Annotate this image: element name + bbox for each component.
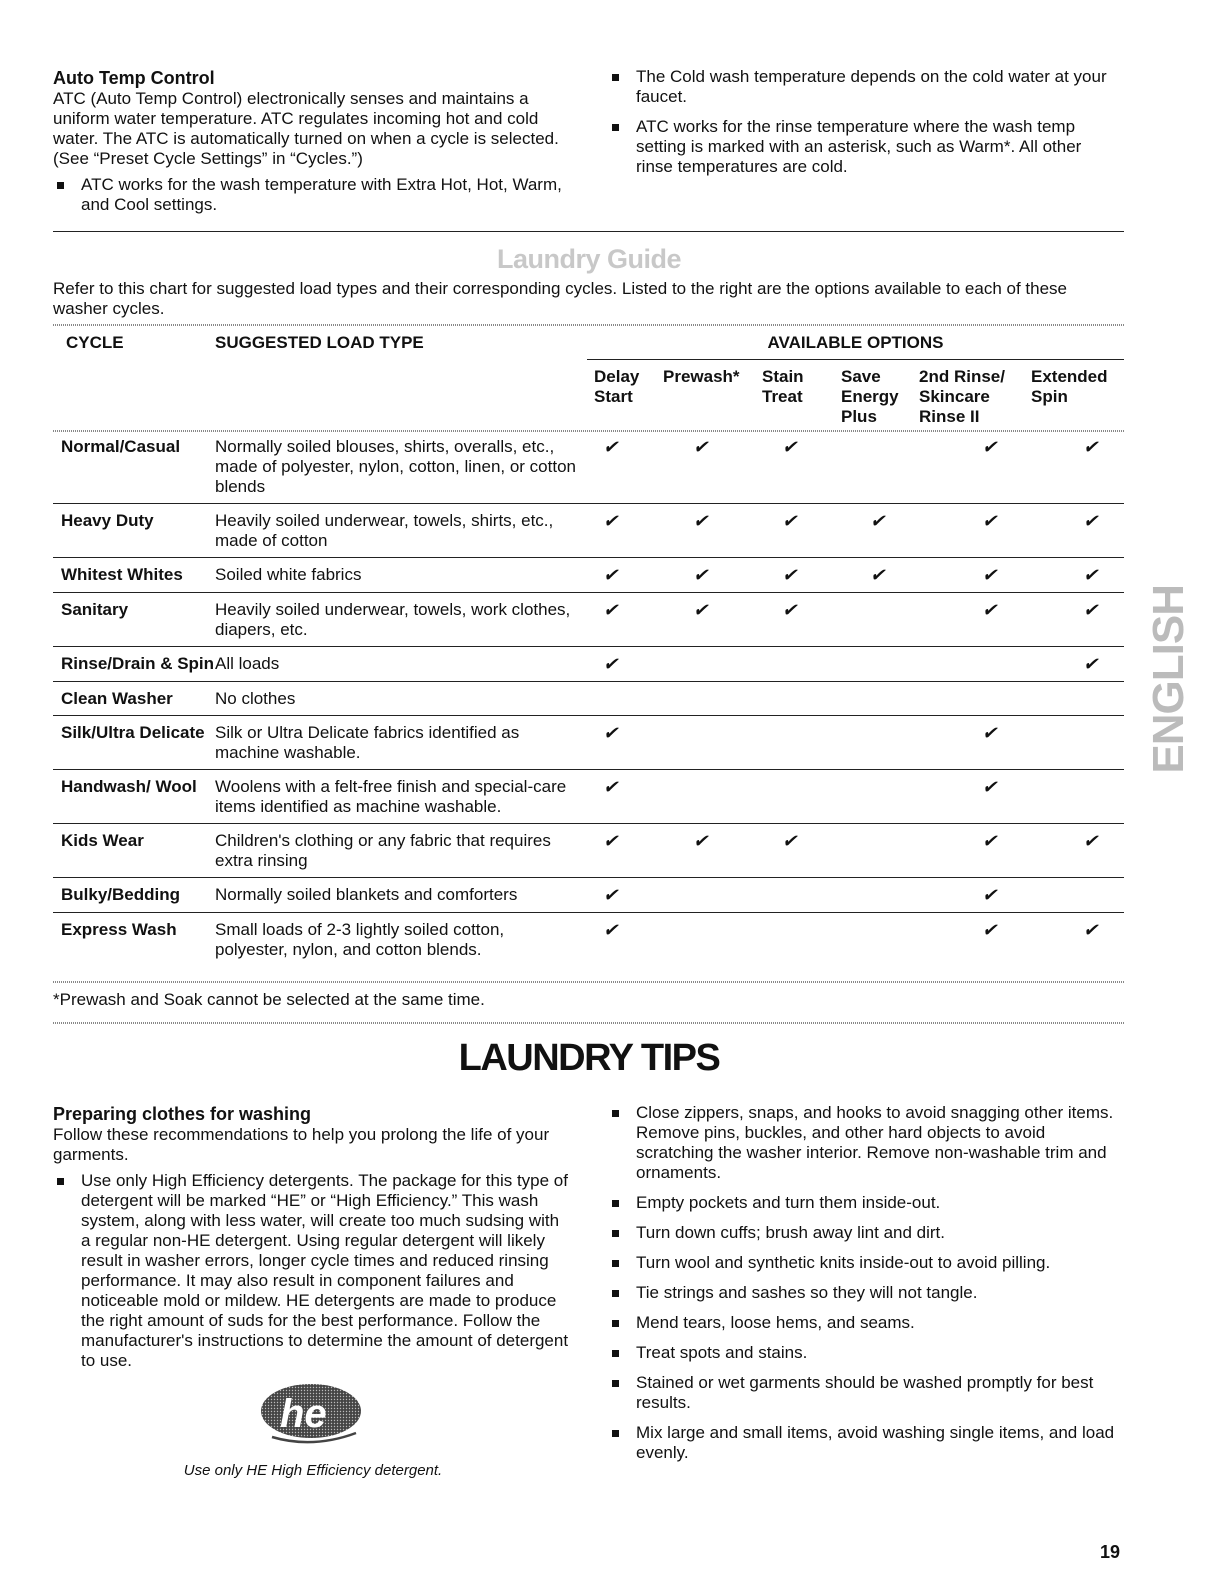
load-type: Soiled white fabrics [215,558,587,593]
checkmark-icon: ✔ [1083,920,1099,940]
atc-section [53,67,573,215]
table-row [53,716,1124,770]
option-check-cell [945,878,1048,913]
checkmark-icon: ✔ [1083,437,1099,457]
option-check-cell [764,647,851,682]
header-bottom-dotted [53,430,1124,432]
table-row [53,824,1124,878]
col-header-options: AVAILABLE OPTIONS [767,333,944,352]
svg-text:he: he [280,1392,327,1436]
option-check-cell [764,437,851,504]
option-check-cell [764,913,851,967]
tips-subtitle: Preparing clothes for washing [53,1104,312,1124]
option-save-energy-plus: Save Energy Plus [841,367,899,426]
option-check-cell [674,682,764,716]
option-check-cell [1048,770,1124,824]
option-check-cell [851,437,945,504]
table-row [53,504,1124,558]
load-type: Small loads of 2-3 lightly soiled cotton, polyester, nylon, and cotton blends. [215,920,505,959]
language-tab-label: ENGLISH [1144,584,1193,774]
option-check-cell [1048,913,1124,967]
option-check-cell [587,593,674,647]
laundry-guide-table [53,437,1124,966]
table-row [53,437,1124,504]
option-check-cell [764,770,851,824]
load-type: Silk or Ultra Delicate fabrics identified as machine washable. [215,716,587,770]
language-side-tab [1144,568,1193,790]
option-check-cell [1048,593,1124,647]
atc-right-column [608,67,1118,177]
guide-top-dotted [53,324,1124,326]
load-type: Normally soiled blankets and comforters [215,878,587,913]
checkmark-icon: ✔ [1083,654,1099,674]
option-extended-spin: Extended Spin [1031,367,1108,406]
option-check-cell [674,593,764,647]
guide-intro: Refer to this chart for suggested load types and their corresponding cycles. Listed to the right are the options available to each of these washer cycles. [53,279,1067,318]
option-check-cell [764,824,851,878]
tips-intro: Follow these recommendations to help you prolong the life of your garments. [53,1125,550,1164]
load-type: Children's clothing or any fabric that requires extra rinsing [215,824,587,878]
option-prewash: Prewash* [663,367,740,386]
option-check-cell [674,437,764,504]
table-bottom-dotted [53,981,1124,983]
table-row [53,770,1124,824]
section-divider [53,231,1124,232]
checkmark-icon: ✔ [982,723,998,743]
table-row [53,593,1124,647]
option-check-cell [851,558,945,593]
tips-left-bullet: Use only High Efficiency detergents. The package for this type of detergent will be marked “HE” or “High Efficiency.” This wash system, along with less water, will create too much sudsing with a regular non-HE detergent. Using regular detergent will likely result in washer errors, longer cycle times and reduced rinsing performance. It may also result in component failures and noticeable mold or mildew. HE detergents are made to produce the right amount of suds for the best performance. Follow the manufacturer's instructions to determine the amount of detergent to use. [53,1171,573,1371]
cycle-name: Express Wash [61,920,177,939]
checkmark-icon: ✔ [603,920,619,940]
option-check-cell [945,437,1048,504]
option-check-cell [1048,878,1124,913]
tips-right-bullet: Treat spots and stains. [608,1343,1123,1363]
option-check-cell [674,558,764,593]
atc-intro: ATC (Auto Temp Control) electronically senses and maintains a uniform water temperature. ATC regulates incoming hot and cold water. The ATC is automatically turned on when a cycle is selected. (See “Preset Cycle Settings” in “Cycles.”) [53,89,559,168]
checkmark-icon: ✔ [982,885,998,905]
checkmark-icon: ✔ [693,831,709,851]
option-check-cell [945,647,1048,682]
checkmark-icon: ✔ [603,600,619,620]
cycle-name: Silk/Ultra Delicate [53,716,215,770]
option-check-cell [764,716,851,770]
load-type: Normally soiled blouses, shirts, overalls, etc., made of polyester, nylon, cotton, linen, or cotton blends [215,437,587,504]
option-delay-start: Delay Start [594,367,640,406]
checkmark-icon: ✔ [982,777,998,797]
option-stain-treat: Stain Treat [762,367,804,406]
option-check-cell [674,878,764,913]
footnote-dotted [53,1022,1124,1024]
checkmark-icon: ✔ [693,437,709,457]
cycle-name: Bulky/Bedding [53,878,215,913]
col-header-cycle: CYCLE [66,333,124,352]
checkmark-icon: ✔ [693,565,709,585]
table-row [53,647,1124,682]
checkmark-icon: ✔ [1083,831,1099,851]
load-type: Heavily soiled underwear, towels, shirts, etc., made of cotton [215,504,587,558]
checkmark-icon: ✔ [870,511,886,531]
table-row [53,913,1124,967]
option-check-cell [1048,716,1124,770]
option-check-cell [674,716,764,770]
option-check-cell [851,770,945,824]
checkmark-icon: ✔ [603,723,619,743]
checkmark-icon: ✔ [693,600,709,620]
cycle-name: Kids Wear [53,824,215,878]
checkmark-icon: ✔ [982,511,998,531]
tips-right-bullet: Mix large and small items, avoid washing single items, and load evenly. [608,1423,1123,1463]
option-check-cell [764,878,851,913]
checkmark-icon: ✔ [1083,600,1099,620]
checkmark-icon: ✔ [982,831,998,851]
checkmark-icon: ✔ [1083,565,1099,585]
tips-left-column [53,1103,573,1371]
cycle-name: Heavy Duty [53,504,215,558]
option-check-cell [945,913,1048,967]
option-check-cell [587,647,674,682]
checkmark-icon: ✔ [603,654,619,674]
option-check-cell [851,824,945,878]
tips-right-bullet: Tie strings and sashes so they will not tangle. [608,1283,1123,1303]
option-check-cell [945,682,1048,716]
option-check-cell [851,647,945,682]
option-2nd-rinse: 2nd Rinse/ Skincare Rinse II [919,367,1005,426]
tips-right-bullet: Mend tears, loose hems, and seams. [608,1313,1123,1333]
checkmark-icon: ✔ [603,565,619,585]
page-number: 19 [1100,1542,1121,1562]
option-check-cell [945,770,1048,824]
checkmark-icon: ✔ [982,920,998,940]
checkmark-icon: ✔ [603,437,619,457]
option-check-cell [1048,647,1124,682]
cycle-name: Clean Washer [53,682,215,716]
cycle-name: Sanitary [53,593,215,647]
checkmark-icon: ✔ [603,831,619,851]
tips-right-bullet: Turn wool and synthetic knits inside-out to avoid pilling. [608,1253,1123,1273]
he-logo-caption: Use only HE High Efficiency detergent. [183,1462,443,1479]
option-check-cell [1048,558,1124,593]
load-type: Woolens with a felt-free finish and special-care items identified as machine washable. [215,770,587,824]
table-row [53,558,1124,593]
option-check-cell [674,913,764,967]
atc-bullet-1: ATC works for the wash temperature with Extra Hot, Hot, Warm, and Cool settings. [53,175,573,215]
option-check-cell [587,716,674,770]
option-check-cell [587,878,674,913]
option-check-cell [764,593,851,647]
checkmark-icon: ✔ [782,600,798,620]
checkmark-icon: ✔ [603,777,619,797]
he-logo-icon [258,1383,368,1447]
checkmark-icon: ✔ [603,511,619,531]
option-check-cell [851,878,945,913]
atc-bullet-3: ATC works for the rinse temperature where the wash temp setting is marked with an asterisk, such as Warm*. All other rinse temperatures are cold. [608,117,1118,177]
tips-right-bullet: Close zippers, snaps, and hooks to avoid snagging other items. Remove pins, buckles, and other hard objects to avoid scratching the washer interior. Remove non-washable trim and ornaments. [608,1103,1123,1183]
col-header-load: SUGGESTED LOAD TYPE [215,333,424,352]
checkmark-icon: ✔ [603,885,619,905]
checkmark-icon: ✔ [782,511,798,531]
tips-right-column [608,1103,1123,1473]
tips-right-bullet: Stained or wet garments should be washed promptly for best results. [608,1373,1123,1413]
option-check-cell [764,558,851,593]
checkmark-icon: ✔ [782,565,798,585]
options-underline [587,359,1124,360]
option-check-cell [1048,504,1124,558]
option-check-cell [1048,437,1124,504]
option-check-cell [587,437,674,504]
checkmark-icon: ✔ [982,565,998,585]
option-check-cell [945,593,1048,647]
table-row [53,878,1124,913]
option-check-cell [674,824,764,878]
option-check-cell [851,913,945,967]
guide-footnote: *Prewash and Soak cannot be selected at the same time. [53,990,485,1009]
option-check-cell [587,682,674,716]
checkmark-icon: ✔ [782,437,798,457]
tips-right-bullet: Turn down cuffs; brush away lint and dirt. [608,1223,1123,1243]
option-check-cell [587,558,674,593]
atc-title: Auto Temp Control [53,68,215,88]
option-check-cell [674,770,764,824]
option-check-cell [851,716,945,770]
cycle-name: Normal/Casual [53,437,215,504]
table-row [53,682,1124,716]
option-check-cell [851,682,945,716]
checkmark-icon: ✔ [1083,511,1099,531]
tips-right-bullet: Empty pockets and turn them inside-out. [608,1193,1123,1213]
load-type: No clothes [215,682,587,716]
checkmark-icon: ✔ [870,565,886,585]
load-type: Heavily soiled underwear, towels, work clothes, diapers, etc. [215,593,587,647]
guide-title: Laundry Guide [496,244,682,274]
option-check-cell [764,504,851,558]
option-check-cell [587,824,674,878]
option-check-cell [674,647,764,682]
checkmark-icon: ✔ [982,600,998,620]
atc-bullet-2: The Cold wash temperature depends on the cold water at your faucet. [608,67,1118,107]
tips-title: LAUNDRY TIPS [458,1037,720,1079]
option-check-cell [587,770,674,824]
option-check-cell [1048,682,1124,716]
option-check-cell [945,558,1048,593]
option-check-cell [674,504,764,558]
option-check-cell [587,913,674,967]
option-check-cell [764,682,851,716]
load-type: All loads [215,647,587,682]
option-check-cell [945,504,1048,558]
option-check-cell [587,504,674,558]
cycle-name: Rinse/Drain & Spin [53,647,215,682]
checkmark-icon: ✔ [693,511,709,531]
option-check-cell [945,716,1048,770]
option-check-cell [851,593,945,647]
cycle-name: Handwash/ Wool [53,770,215,824]
checkmark-icon: ✔ [782,831,798,851]
option-check-cell [851,504,945,558]
cycle-name: Whitest Whites [53,558,215,593]
option-check-cell [1048,824,1124,878]
checkmark-icon: ✔ [982,437,998,457]
option-check-cell [945,824,1048,878]
